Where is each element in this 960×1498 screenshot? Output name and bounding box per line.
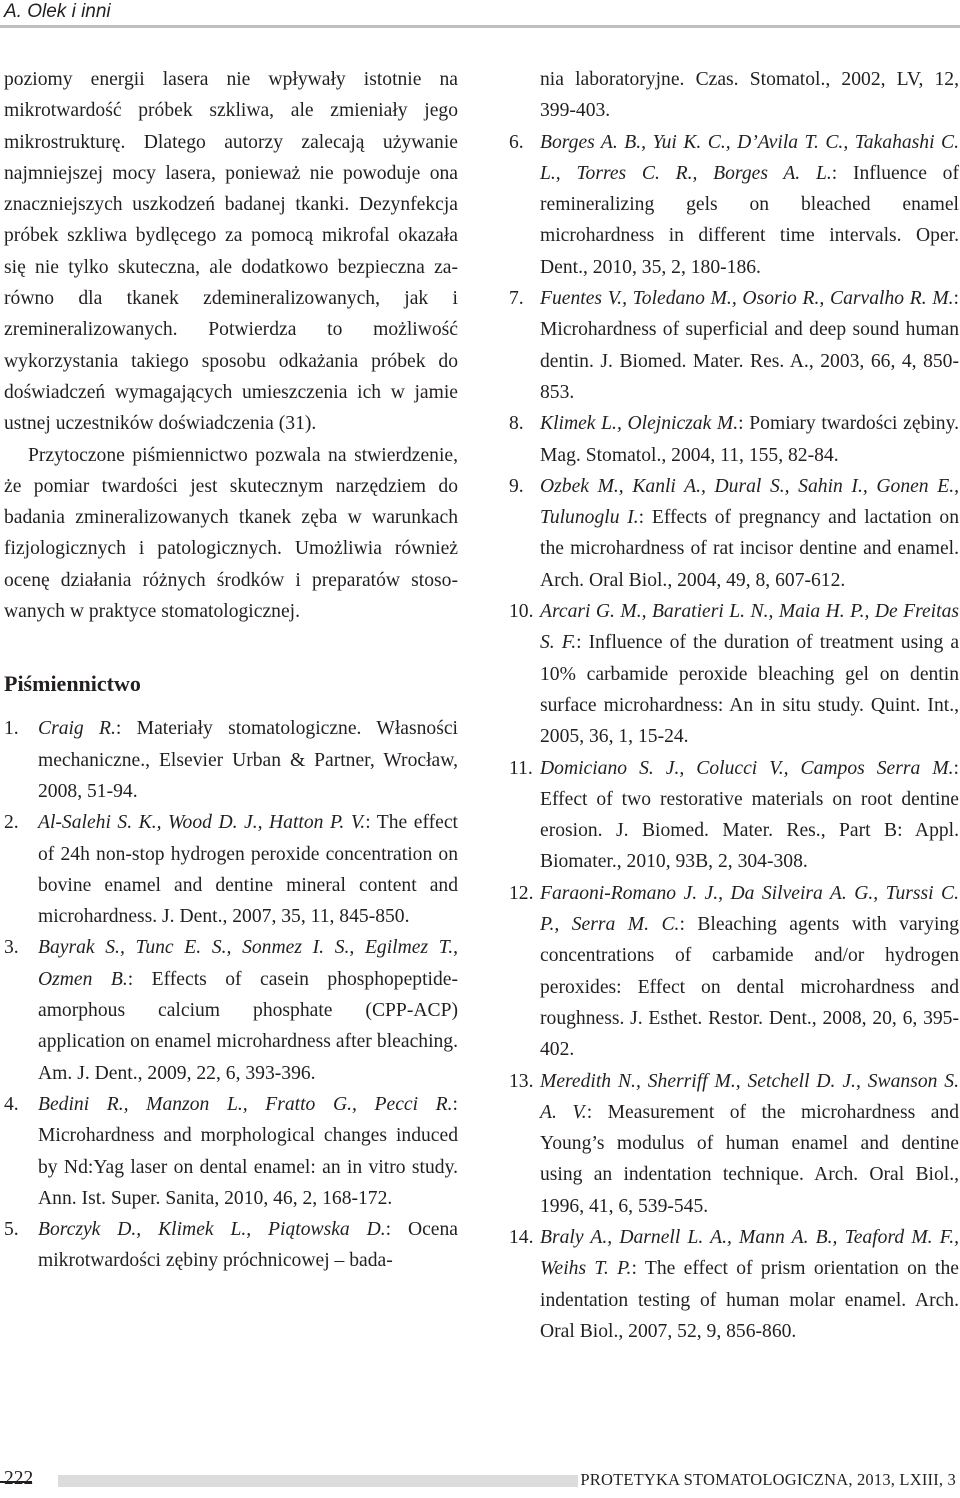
section-title: Piśmiennictwo	[4, 671, 141, 697]
right-column	[509, 64, 959, 1347]
footer-bar	[58, 1475, 578, 1487]
reference-item: 8. Klimek L., Olejniczak M.: Pomiary twardości zębiny. Mag. Stomatol., 2004, 11, 155, 82-84.	[509, 413, 959, 466]
reference-item: 6. Borges A. B., Yui K. C., D’Avila T. C., Takahashi C. L., Torres C. R., Borges A. L.: Influence of remineralizing gels on bleached enamel microhardness in different time intervals. Oper. Dent., 2010, 35, 2, 180-186.	[509, 131, 959, 278]
page-number: 222	[4, 1468, 34, 1489]
reference-item: 5. Borczyk D., Klimek L., Piątowska D.: Ocena mikrotwardości zębiny próchnicowej – bada-	[4, 1219, 458, 1272]
running-head: A. Olek i inni	[4, 1, 111, 22]
reference-item: 14. Braly A., Darnell L. A., Mann A. B., Teaford M. F., Weihs T. P.: The effect of prism orientation on the indentation testing of human molar enamel. Arch. Oral Biol., 2007, 52, 9, 856-860.	[509, 1226, 959, 1342]
reference-item: 7. Fuentes V., Toledano M., Osorio R., Carvalho R. M.: Microhardness of superficial and deep sound human dentin. J. Biomed. Mater. Res. A., 2003, 66, 4, 850-853.	[509, 288, 959, 403]
reference-item: 10. Arcari G. M., Baratieri L. N., Maia H. P., De Freitas S. F.: Influence of the duration of treatment using a 10% carbamide peroxide bleaching gel on dentin surface microhardness: An in situ study. Quint. Int., 2005, 36, 1, 15-24.	[509, 601, 960, 748]
reference-item: 4. Bedini R., Manzon L., Fratto G., Pecci R.: Microhardness and morphological changes induced by Nd:Yag laser on dental enamel: an in vitro study. Ann. Ist. Super. Sanita, 2010, 46, 2, 168-172.	[4, 1093, 458, 1209]
reference-item: 9. Ozbek M., Kanli A., Dural S., Sahin I., Gonen E., Tulunoglu I.: Effects of pregnancy and lactation on the microhardness of rat incisor dentine and enamel. Arch. Oral Biol., 2004, 49, 8, 607-612.	[509, 475, 959, 591]
body-paragraph-1: poziomy energii lasera nie wpływały istotnie na mikrotwardość próbek szkliwa, ale zmieniały jego mikrostrukturę. Dlatego autorzy zalecają używanie najmniejszej mocy lasera, ponieważ nie powoduje ona znaczniejszych uszkodzeń badanej tkanki. Dezynfekcja próbek szkliwa bydlęcego za pomocą mikrofal okazała się nie tylko skuteczna, ale dodatkowo bezpieczna zarówno dla tkanek zdemineralizowanych, jak i zremineralizowanych. Potwierdza to możliwość wykorzystania takiego sposobu odkażania próbek do doświadczeń wymagających umieszczenia ich w jamie ustnej uczestników doświadczenia (31).	[4, 69, 458, 435]
left-column	[4, 64, 458, 1277]
reference-item: 12. Faraoni-Romano J. J., Da Silveira A. G., Turssi C. P., Serra M. C.: Bleaching agents with varying concentrations of carbamide and/or hydrogen peroxides: Effect on dental microhardness and roughness. J. Esthet. Restor. Dent., 2008, 20, 6, 395-402.	[509, 882, 960, 1061]
reference-continuation: nia laboratoryjne. Czas. Stomatol., 2002, LV, 12, 399-403.	[540, 69, 959, 122]
header-rule	[0, 25, 960, 28]
reference-list-right	[509, 127, 959, 1348]
reference-item: 11. Domiciano S. J., Colucci V., Campos Serra M.: Effect of two restorative materials on root dentine erosion. J. Biomed. Mater. Res., Part B: Appl. Biomater., 2010, 93B, 2, 304-308.	[509, 757, 959, 873]
reference-item: 13. Meredith N., Sherriff M., Setchell D. J., Swanson S. A. V.: Measurement of the microhardness and Young’s modulus of human enamel and dentine using an indentation technique. Arch. Oral Biol., 1996, 41, 6, 539-545.	[509, 1070, 960, 1217]
reference-item: 3. Bayrak S., Tunc E. S., Sonmez I. S., Egilmez T., Ozmen B.: Effects of casein phosphopeptide-amorphous calcium phosphate (CPP-ACP) application on enamel microhardness after bleaching. Am. J. Dent., 2009, 22, 6, 393-396.	[4, 937, 459, 1084]
reference-item: 1. Craig R.: Materiały stomatologiczne. Własności mechaniczne., Elsevier Urban & Partner, Wrocław, 2008, 51-94.	[4, 718, 458, 802]
reference-list-left	[4, 713, 458, 1276]
journal-name: PROTETYKA STOMATOLOGICZNA, 2013, LXIII, 3	[580, 1470, 956, 1489]
reference-item: 2. Al-Salehi S. K., Wood D. J., Hatton P. V.: The effect of 24h non-stop hydrogen peroxide concentration on bovine enamel and dentine mineral content and microhardness. J. Dent., 2007, 35, 11, 845-850.	[4, 812, 459, 928]
body-paragraph-2: Przytoczone piśmiennictwo pozwala na stwierdzenie, że pomiar twardości jest skutecznym narzędziem do badania zmineralizowanych tkanek zęba w warunkach fizjologicznych i patologicznych. Umożliwia również ocenę działania różnych środków i preparatów stosowanych w praktyce stomatologicznej.	[4, 444, 458, 623]
